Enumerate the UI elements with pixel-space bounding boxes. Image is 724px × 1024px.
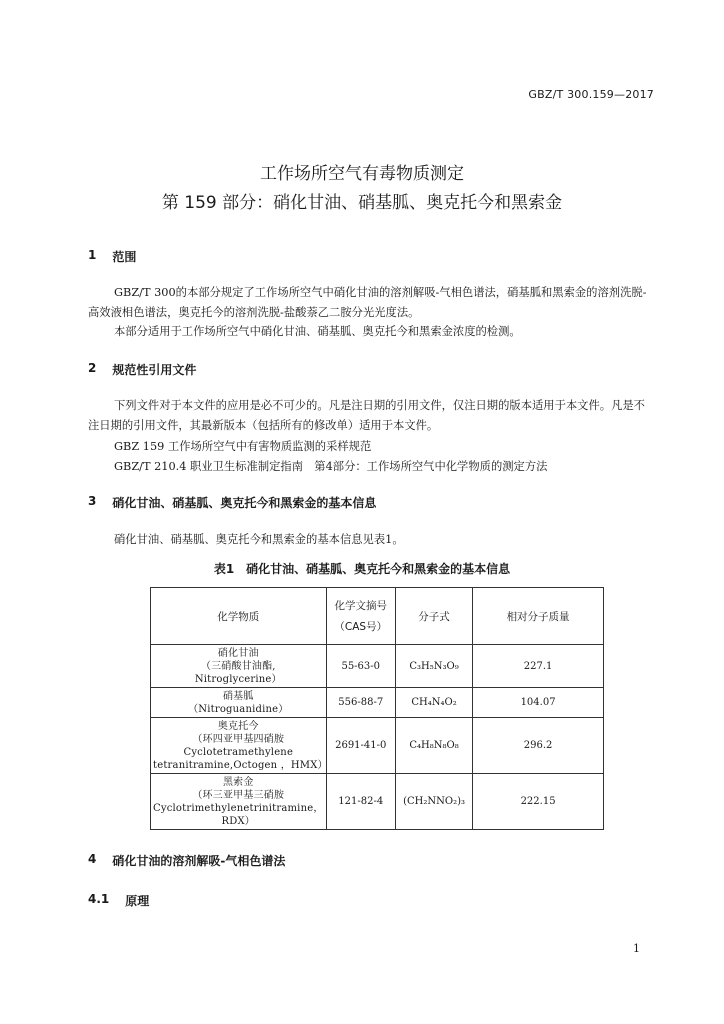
- document-subtitle: 第 159 部分：硝化甘油、硝基胍、奥克托今和黑索金: [161, 193, 563, 213]
- section-title: 规范性引用文件: [112, 363, 197, 377]
- mass-cell: 104.07: [473, 688, 604, 718]
- substance-name-line: Cyclotetramethylene: [183, 746, 294, 758]
- section-2-heading: [88, 361, 196, 378]
- section-title: 硝化甘油、硝基胍、奥克托今和黑索金的基本信息: [112, 496, 377, 510]
- section-4-heading: [88, 852, 285, 869]
- page-number: 1: [633, 942, 640, 955]
- section-3-heading: [88, 494, 376, 511]
- standard-code: GBZ/T 300.159—2017: [528, 88, 654, 101]
- section-title: 硝化甘油的溶剂解吸-气相色谱法: [112, 854, 286, 868]
- section-number: 4.1: [88, 892, 110, 906]
- table-caption: 表1 硝化甘油、硝基胍、奥克托今和黑索金的基本信息: [213, 562, 511, 576]
- header-substance: 化学物质: [151, 588, 327, 645]
- section-title: 范围: [112, 250, 137, 264]
- table-row: [151, 688, 604, 718]
- substance-name-line: Nitroglycerine）: [194, 673, 282, 685]
- table-header-row: [151, 588, 604, 645]
- header-cas-line2: （CAS号）: [334, 621, 388, 633]
- header-formula: 分子式: [395, 588, 472, 645]
- header-cas: [326, 588, 395, 645]
- substance-name-line: tetranitramine,Octogen ，HMX）: [153, 759, 328, 771]
- substance-name-line: RDX）: [221, 815, 255, 827]
- cas-cell: 556-88-7: [326, 688, 395, 718]
- section-1-heading: [88, 248, 136, 265]
- table-row: [151, 774, 604, 830]
- section-number: 1: [88, 248, 97, 262]
- header-cas-line1: 化学文摘号: [334, 600, 387, 612]
- section-1-paragraph-2: 本部分适用于工作场所空气中硝化甘油、硝基胍、奥克托今和黑索金浓度的检测。: [114, 325, 521, 338]
- substance-name-line: 黑索金: [222, 776, 254, 788]
- substance-cell: [151, 774, 327, 830]
- section-1-paragraph: GBZ/T 300的本部分规定了工作场所空气中硝化甘油的溶剂解吸-气相色谱法，硝基胍和黑索金的溶剂洗脱-高效液相色谱法，奥克托今的溶剂洗脱-盐酸萘乙二胺分光光度法。: [88, 286, 647, 319]
- section-number: 2: [88, 361, 97, 375]
- formula-cell: CH₄N₄O₂: [395, 688, 472, 718]
- cas-cell: 121-82-4: [326, 774, 395, 830]
- substance-cell: [151, 645, 327, 688]
- section-title: 原理: [125, 894, 150, 908]
- substance-name-line: Cyclotrimethylenetrinitramine，: [153, 802, 324, 814]
- basic-info-table: [150, 587, 604, 830]
- table-row: [151, 645, 604, 688]
- substance-cell: [151, 718, 327, 774]
- cas-cell: 2691-41-0: [326, 718, 395, 774]
- substance-name-line: 奥克托今: [217, 720, 259, 732]
- mass-cell: 227.1: [473, 645, 604, 688]
- substance-name-line: （环三亚甲基三硝胺: [192, 789, 285, 801]
- substance-name-line: （环四亚甲基四硝胺: [192, 733, 285, 745]
- substance-name-line: （三硝酸甘油酯,: [200, 660, 276, 672]
- section-3-paragraph: 硝化甘油、硝基胍、奥克托今和黑索金的基本信息见表1。: [114, 533, 404, 546]
- formula-cell: (CH₂NNO₂)₃: [395, 774, 472, 830]
- mass-cell: 296.2: [473, 718, 604, 774]
- section-number: 4: [88, 852, 97, 866]
- reference-1: GBZ 159 工作场所空气中有害物质监测的采样规范: [114, 440, 372, 453]
- document-title: 工作场所空气有毒物质测定: [260, 164, 464, 184]
- section-2-paragraph: 下列文件对于本文件的应用是必不可少的。凡是注日期的引用文件，仅注日期的版本适用于本文件。凡是不注日期的引用文件，其最新版本（包括所有的修改单）适用于本文件。: [88, 399, 645, 432]
- table-row: [151, 718, 604, 774]
- substance-name-line: 硝基胍: [222, 690, 254, 702]
- formula-cell: C₄H₈N₈O₈: [395, 718, 472, 774]
- substance-name-line: 硝化甘油: [217, 647, 259, 659]
- cas-cell: 55-63-0: [326, 645, 395, 688]
- substance-cell: [151, 688, 327, 718]
- section-number: 3: [88, 494, 97, 508]
- reference-2: GBZ/T 210.4 职业卫生标准制定指南 第4部分：工作场所空气中化学物质的测定方法: [114, 460, 548, 473]
- formula-cell: C₃H₅N₃O₉: [395, 645, 472, 688]
- substance-name-line: （Nitroguanidine）: [188, 703, 289, 715]
- mass-cell: 222.15: [473, 774, 604, 830]
- header-mass: 相对分子质量: [473, 588, 604, 645]
- section-4-1-heading: [88, 892, 149, 909]
